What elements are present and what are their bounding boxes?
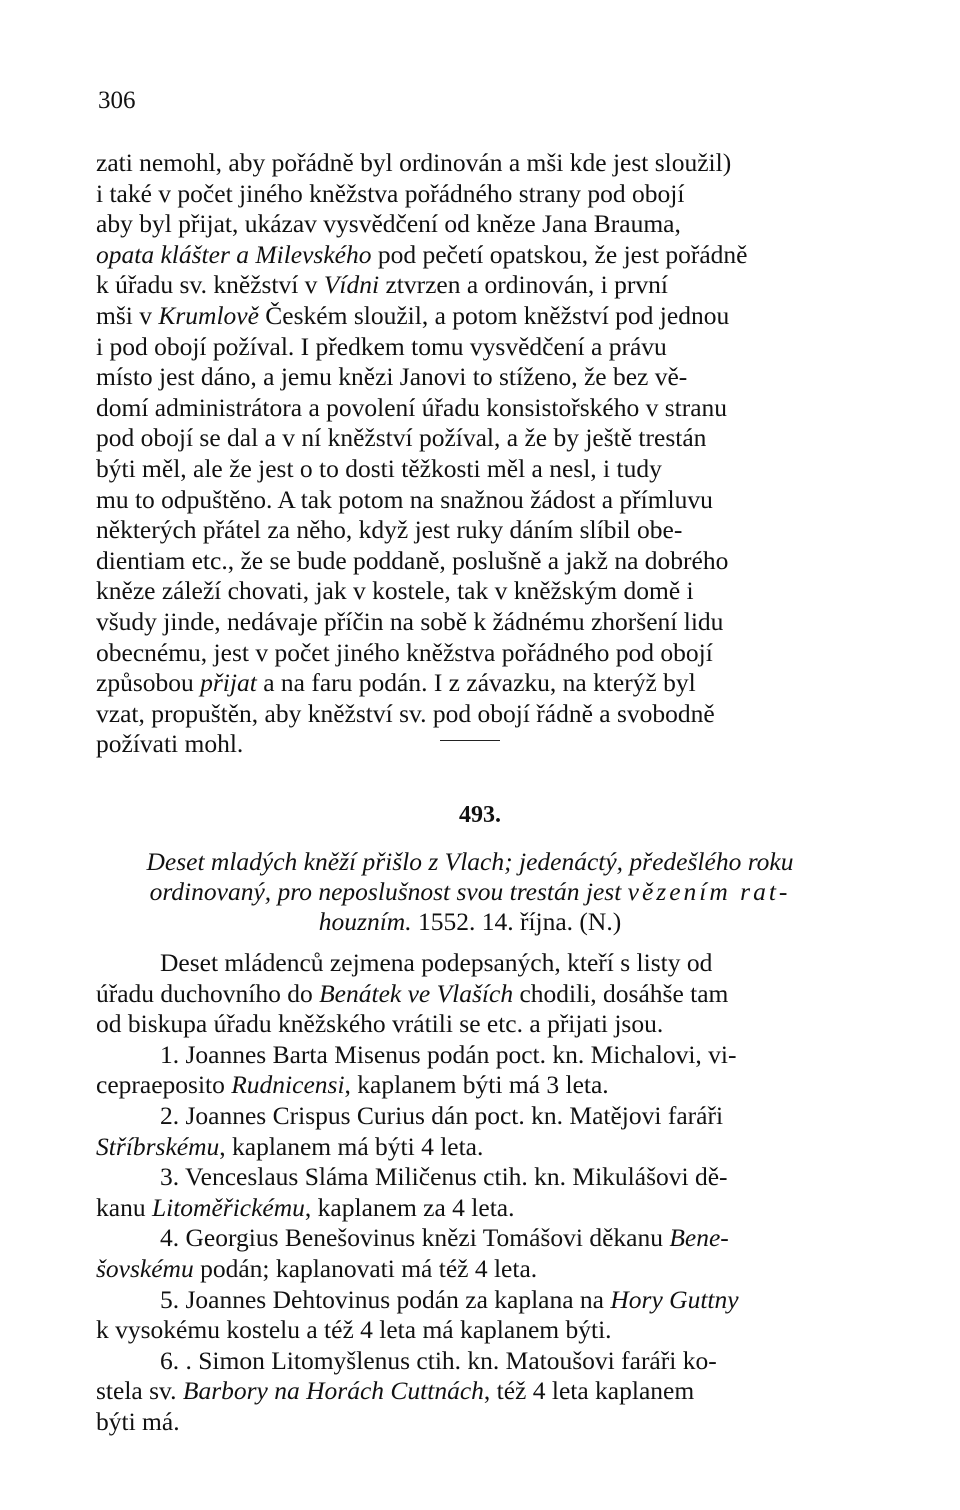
text-line: domí administrátora a povolení úřadu konsistořského v stranu [96, 392, 728, 422]
italic-phrase: Rudnicensi [231, 1070, 345, 1100]
list-item: 1. Joannes Barta Misenus podán poct. kn. Michalovi, vi- [160, 1039, 737, 1069]
heading-line: houzním. 1552. 14. října. (N.) [318, 907, 622, 936]
text-line: zati nemohl, aby pořádně byl ordinován a mši kde jest sloužil) [96, 148, 732, 177]
text-line: některých přátel za něho, když jest ruky dáním slíbil obe- [96, 515, 683, 545]
text-line: kněze záleží chovati, jak v kostele, tak v kněžským domě i [96, 576, 694, 606]
text-line: opata klášter a Milevského pod pečetí opatskou, že jest pořádně [96, 239, 748, 269]
text-line: i také v počet jiného kněžstva pořádného strany pod obojí [96, 178, 685, 208]
heading-line: Deset mladých kněží přišlo z Vlach; jedenáctý, předešlého roku [146, 847, 794, 876]
list-item: 6. . Simon Litomyšlenus ctih. kn. Matoušovi faráři ko- [160, 1345, 717, 1375]
text-line: dientiam etc., že se bude poddaně, poslušně a jakž na dobrého [96, 545, 729, 575]
italic-phrase: Litoměřickému [151, 1192, 305, 1222]
document-heading [96, 847, 844, 937]
list-item: šovskému podán; kaplanovati má též 4 leta. [96, 1253, 538, 1283]
italic-phrase: Benátek ve Vlaších [319, 978, 514, 1008]
page-number: 306 [98, 87, 136, 114]
text-line: mši v Krumlově Českém sloužil, a potom kněžství pod jednou [96, 300, 730, 330]
text-line: místo jest dáno, a jemu knězi Janovi to stíženo, že bez vě- [96, 362, 688, 392]
italic-phrase: přijat [200, 668, 257, 698]
list-item: 2. Joannes Crispus Curius dán poct. kn. Matějovi faráři [160, 1100, 724, 1130]
top-paragraph [96, 148, 844, 760]
document-body [96, 948, 844, 1438]
italic-phrase: šovskému [96, 1253, 194, 1283]
text-line: vzat, propuštěn, aby kněžství sv. pod obojí řádně a svobodně [96, 698, 715, 728]
list-item: 3. Venceslaus Sláma Miličenus ctih. kn. Mikulášovi dě- [160, 1162, 728, 1192]
text-line: obecnému, jest v počet jiného kněžstva pořádného pod obojí [96, 637, 713, 667]
text-line: k úřadu sv. kněžství v Vídni ztvrzen a ordinován, i první [96, 270, 668, 300]
text-line: i pod obojí požíval. I předkem tomu vysvědčení a právu [96, 331, 667, 361]
text-line: od biskupa úřadu kněžského vrátili se etc. a přijati jsou. [96, 1009, 664, 1039]
list-item: 5. Joannes Dehtovinus podán za kaplana na Hory Guttny [160, 1284, 739, 1314]
text-line: úřadu duchovního do Benátek ve Vlaších chodili, dosáhše tam [96, 978, 729, 1008]
list-item: stela sv. Barbory na Horách Cuttnách, též 4 leta kaplanem [96, 1376, 695, 1406]
italic-phrase: Krumlově [158, 300, 259, 330]
text-line: býti měl, ale že jest o to dosti těžkosti měl a nesl, i tudy [96, 453, 662, 483]
italic-phrase: opata klášter a Milevského [96, 239, 372, 269]
text-line: aby byl přijat, ukázav vysvědčení od kněze Jana Brauma, [96, 209, 681, 239]
text-line: mu to odpuštěno. A tak potom na snažnou žádost a přímluvu [96, 484, 713, 514]
list-item: býti má. [96, 1406, 180, 1436]
italic-phrase: Barbory na Horách Cuttnách [182, 1376, 484, 1406]
text-line: Deset mládenců zejmena podepsaných, kteří s listy od [160, 948, 713, 977]
list-item: 4. Georgius Benešovinus knězi Tomášovi děkanu Bene- [160, 1223, 729, 1253]
text-line: všudy jinde, nedávaje příčin na sobě k žádnému zhoršení lidu [96, 606, 724, 636]
italic-phrase: Hory Guttny [610, 1284, 739, 1314]
text-line: požívati mohl. [96, 729, 244, 759]
italic-phrase: Vídni [323, 270, 380, 300]
section-divider [440, 740, 500, 741]
list-item: Stříbrskému, kaplanem má býti 4 leta. [96, 1131, 484, 1161]
list-item: kanu Litoměřickému, kaplanem za 4 leta. [96, 1192, 515, 1222]
text-line: způsobou přijat a na faru podán. I z závazku, na kterýž byl [96, 668, 696, 698]
text-line: pod obojí se dal a v ní kněžství požíval, a že by ještě trestán [96, 423, 707, 453]
italic-phrase: Stříbrskému [96, 1131, 220, 1161]
heading-line: ordinovaný, pro neposlušnost svou trestán jest vězením rat- [149, 877, 791, 906]
list-item: cepraeposito Rudnicensi, kaplanem býti má 3 leta. [96, 1070, 609, 1100]
document-number: 493. [459, 802, 501, 828]
list-item: k vysokému kostelu a též 4 leta má kaplanem býti. [96, 1315, 612, 1345]
italic-phrase: Bene- [669, 1223, 729, 1253]
